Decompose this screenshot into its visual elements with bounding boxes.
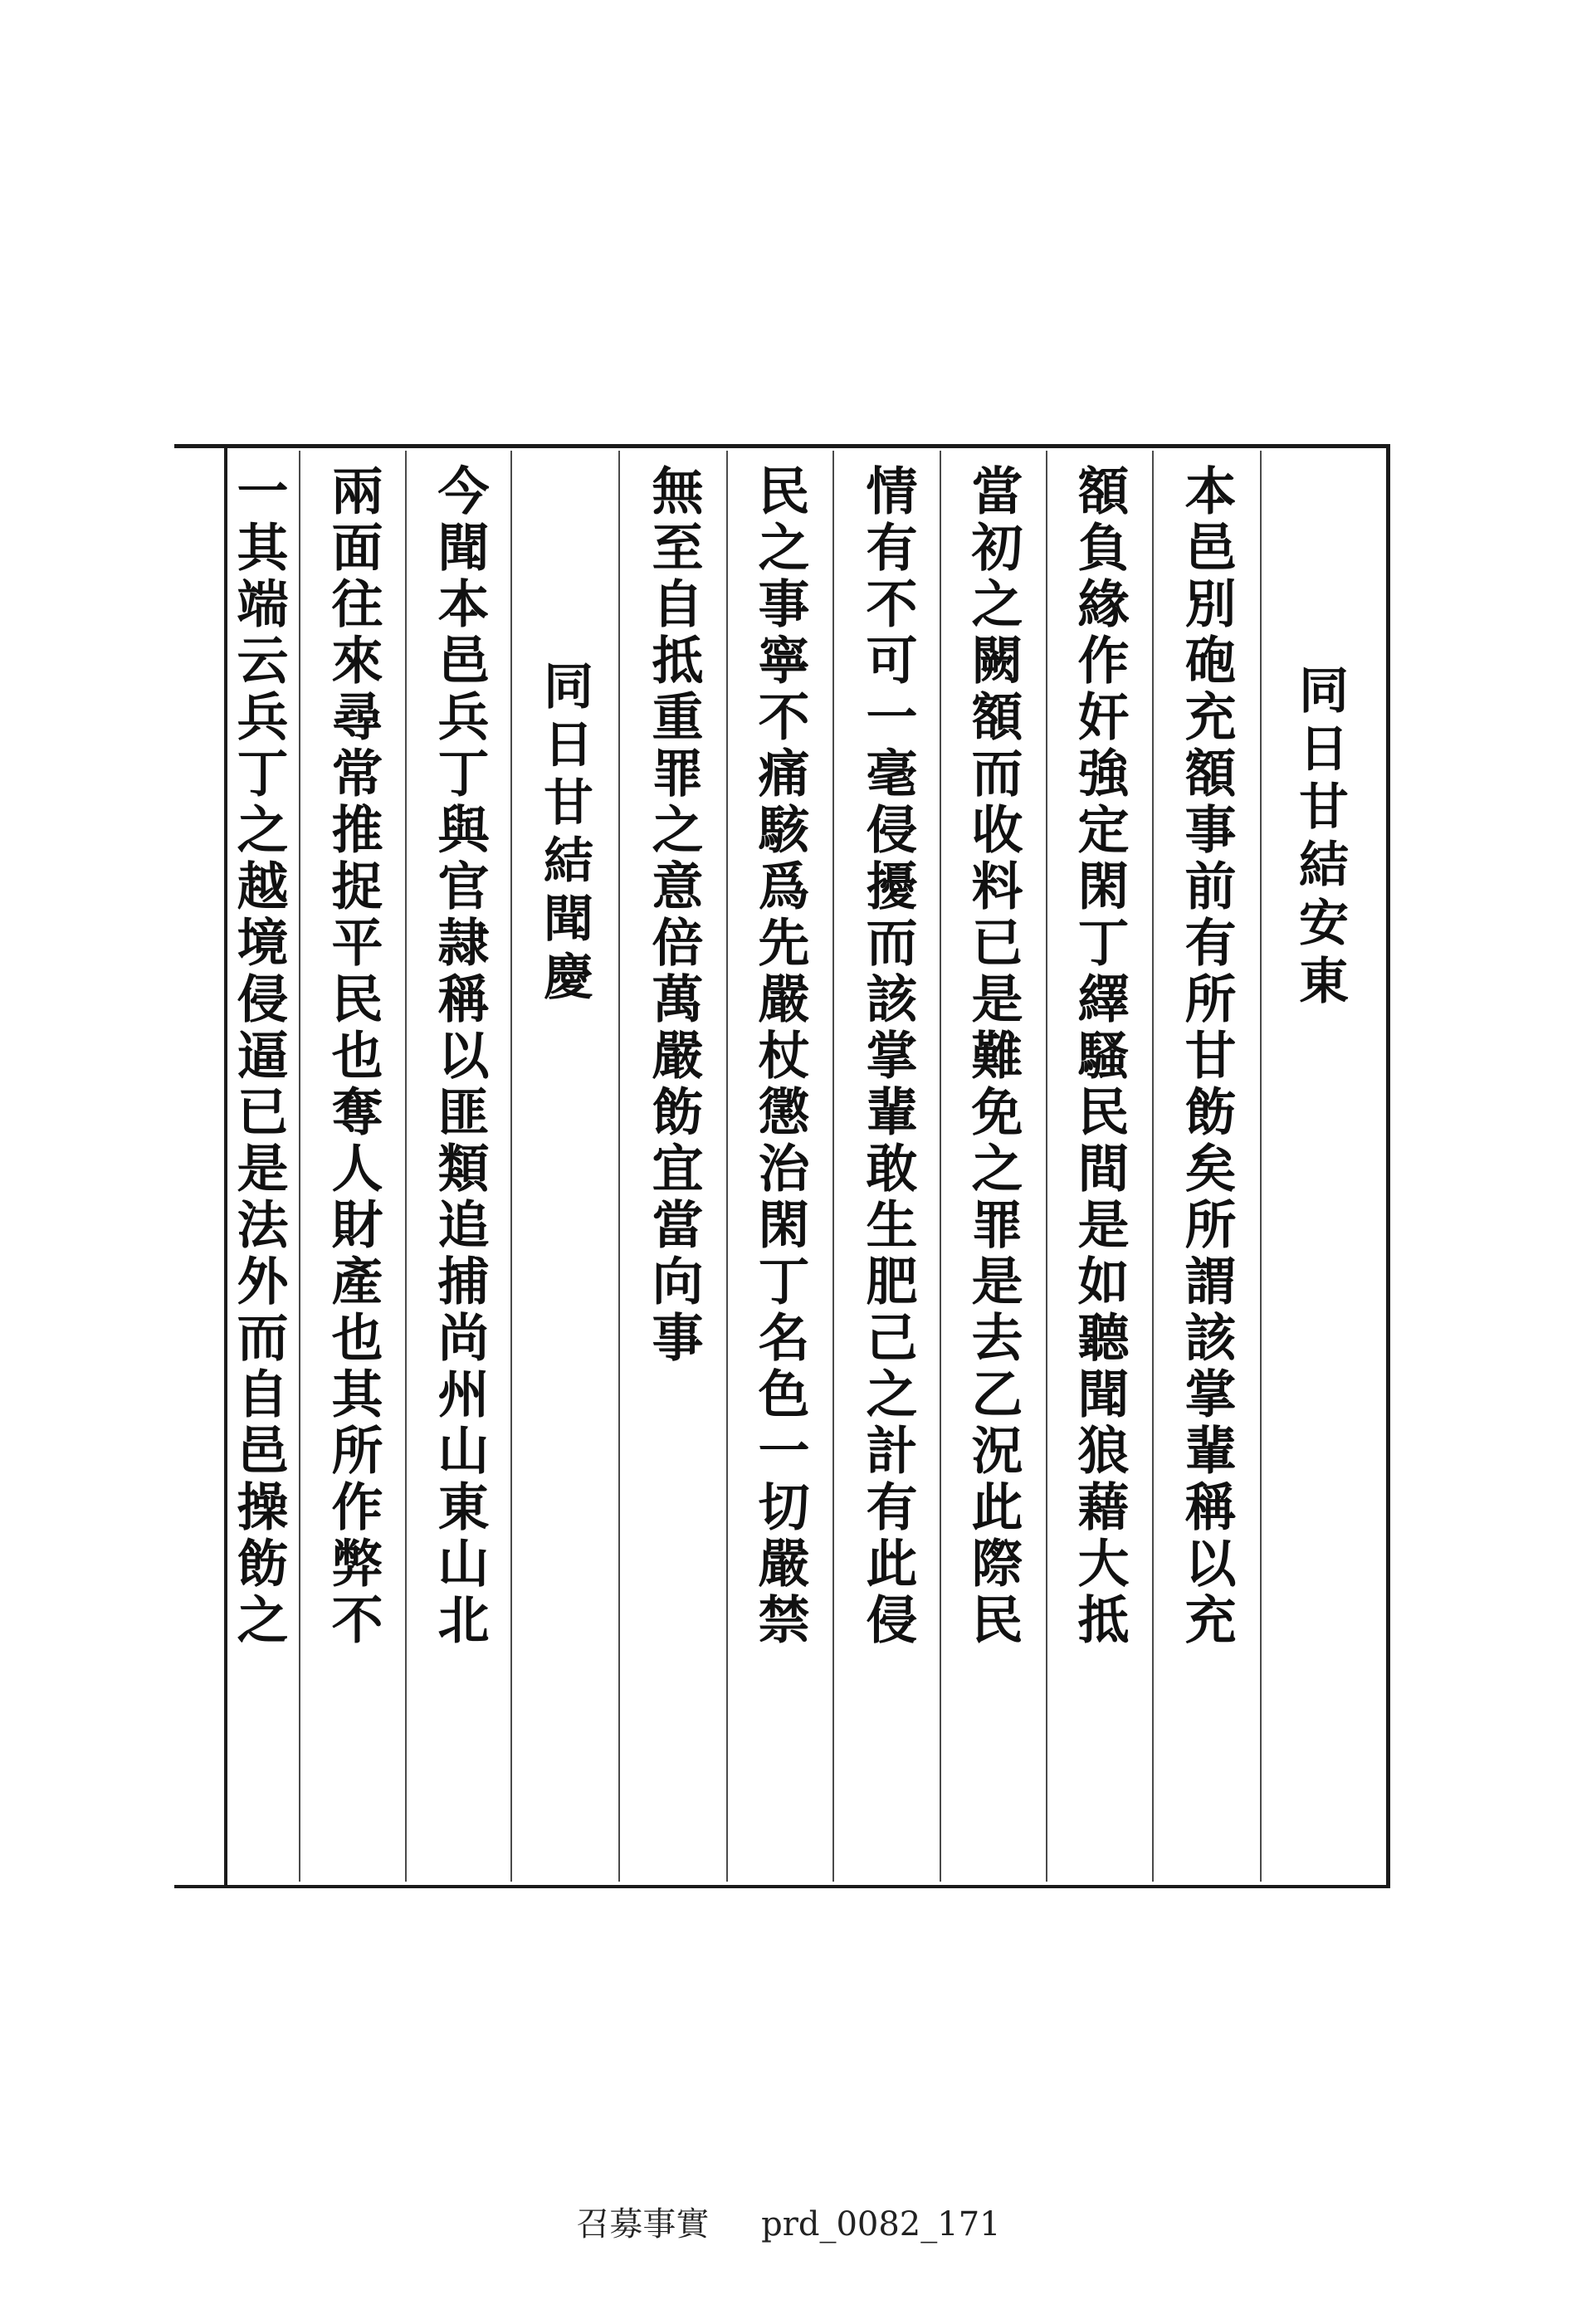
frame-right-rule	[1386, 444, 1390, 1888]
page-frame	[174, 444, 1390, 1888]
column-divider	[405, 451, 407, 1882]
text-column-9: 一其端云兵丁之越境侵逼已是法外而自邑操飭之	[228, 464, 289, 1649]
section-header-mungyeong: 同日甘結聞慶	[535, 660, 593, 1008]
text-column-6: 無至自抵重罪之意倍萬嚴飭宜當向事	[643, 464, 704, 1367]
text-column-2: 額負緣作奸強定閑丁繹騷民間是如聽聞狼藉大抵	[1069, 464, 1130, 1649]
column-divider	[1152, 451, 1154, 1882]
text-column-4: 情有不可一毫侵擾而該掌輩敢生肥己之計有此侵	[857, 464, 918, 1649]
column-divider	[510, 451, 512, 1882]
text-column-7: 今聞本邑兵丁與官隷稱以匪類追捕尚州山東山北	[429, 464, 490, 1649]
text-column-3: 當初之闕額而收料已是難免之罪是去乙況此際民	[963, 464, 1023, 1649]
column-divider	[299, 451, 300, 1882]
frame-left-rule	[224, 444, 227, 1888]
footer-title: 召募事實	[576, 2205, 710, 2243]
footer-id: prd_0082_171	[761, 2205, 1001, 2243]
column-divider	[1046, 451, 1047, 1882]
text-column-1: 本邑別砲充額事前有所甘飭矣所謂該掌輩稱以充	[1176, 464, 1237, 1649]
frame-top-rule	[174, 444, 1390, 448]
text-column-8: 兩面往來尋常推捉平民也奪人財產也其所作弊不	[323, 464, 383, 1649]
column-divider	[940, 451, 941, 1882]
column-divider	[618, 451, 620, 1882]
frame-bottom-rule	[174, 1885, 1390, 1888]
page-footer	[0, 2198, 1577, 2245]
column-divider	[726, 451, 728, 1882]
column-divider	[1260, 451, 1262, 1882]
column-divider	[832, 451, 834, 1882]
text-column-5: 民之事寧不痛駭爲先嚴杖懲治閑丁名色一切嚴禁	[749, 464, 810, 1649]
section-header-andong: 同日甘結安東	[1291, 664, 1349, 1013]
